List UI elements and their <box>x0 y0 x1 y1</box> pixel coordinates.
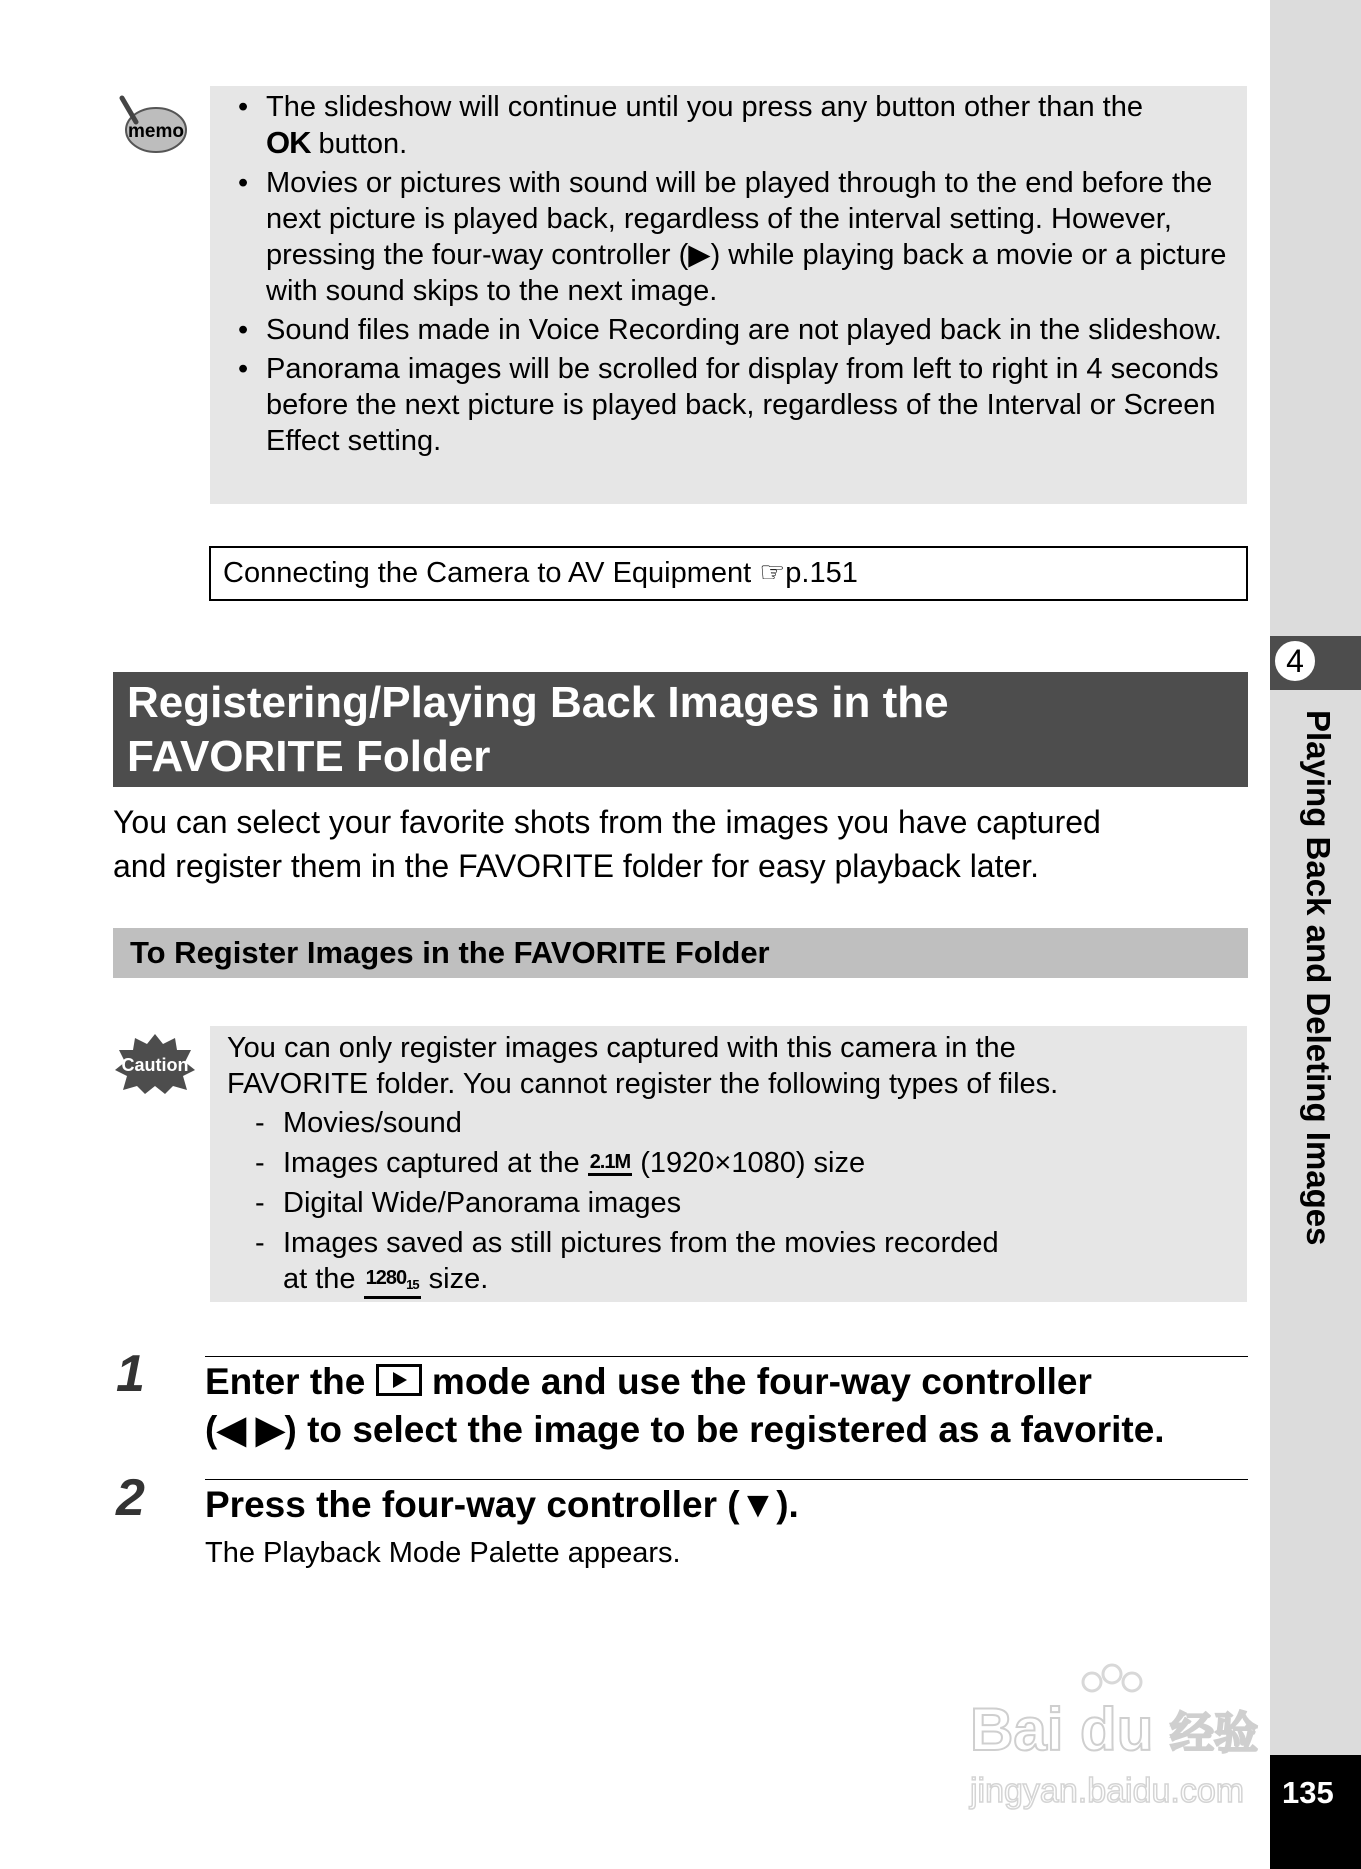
section-intro: You can select your favorite shots from the images you have captured and register them in the FAVORITE folder for easy playback later. <box>113 804 1101 884</box>
reference-box <box>209 546 1248 601</box>
step-heading: Enter the mode and use the four-way controller (◀ ▶) to select the image to be registered as a favorite. <box>205 1361 1165 1450</box>
movie-1280-icon: $1280_{15}$ <box>364 1267 421 1299</box>
caution-item: - Images captured at the 2.1M (1920×1080) size <box>227 1145 1247 1181</box>
playback-mode-icon <box>376 1364 422 1396</box>
chapter-title: Playing Back and Deleting Images <box>1300 710 1337 1246</box>
chapter-number: 4 <box>1272 638 1318 684</box>
step-divider <box>205 1479 1248 1480</box>
step-number: 2 <box>116 1469 145 1527</box>
caution-item: - Digital Wide/Panorama images <box>227 1185 1247 1221</box>
page-number: 135 <box>1270 1755 1361 1869</box>
svg-text:Caution: Caution <box>121 1055 189 1075</box>
memo-bullet: • Movies or pictures with sound will be played through to the end before the next picture is played back, regardless of the interval setting. However, pressing the four-way controller (▶) while playing back a movie or a picture with sound skips to the next image. <box>222 165 1247 309</box>
reference-text: Connecting the Camera to AV Equipment <box>223 557 752 589</box>
ok-button-icon: OK <box>266 125 311 160</box>
size-2-1m-icon: 2.1M <box>588 1151 632 1176</box>
step-number: 1 <box>116 1345 145 1403</box>
reference-arrow-icon: ☞ <box>759 557 786 589</box>
section-title: Registering/Playing Back Images in the FAVORITE Folder <box>113 672 1248 787</box>
baidu-watermark <box>960 1660 1280 1820</box>
subsection-title: To Register Images in the FAVORITE Folder <box>113 928 1248 978</box>
caution-box: You can only register images captured with this camera in the FAVORITE folder. You cannot register the following types of files. - Movies/sound - Images captured at the 2.1M (1920×1080) size - Digital Wide/Panorama images - Images saved as still pictures from the movies recorded at the $1280_{15}$ size. <box>210 1026 1247 1302</box>
caution-icon <box>113 1032 197 1096</box>
memo-bullet: • Panorama images will be scrolled for display from left to right in 4 seconds before the next picture is played back, regardless of the Interval or Screen Effect setting. <box>222 351 1247 459</box>
svg-text:Bai du: Bai du <box>970 1696 1154 1763</box>
memo-bullet: • Sound files made in Voice Recording are not played back in the slideshow. <box>222 312 1247 348</box>
caution-item: - Movies/sound <box>227 1105 1247 1141</box>
memo-bullet: • The slideshow will continue until you press any button other than the OK button. <box>222 89 1247 162</box>
step-body: The Playback Mode Palette appears. <box>205 1537 681 1569</box>
svg-text:jingyan.baidu.com: jingyan.baidu.com <box>970 1772 1245 1810</box>
memo-box <box>210 86 1247 504</box>
reference-page: p.151 <box>785 557 858 589</box>
caution-item: - Images saved as still pictures from the movies recorded at the $1280_{15}$ size. <box>227 1225 1247 1299</box>
svg-text:memo: memo <box>128 121 184 142</box>
step-divider <box>205 1356 1248 1357</box>
step-heading: Press the four-way controller (▼). <box>205 1484 799 1525</box>
svg-text:经验: 经验 <box>1170 1708 1258 1759</box>
memo-icon <box>116 92 188 158</box>
